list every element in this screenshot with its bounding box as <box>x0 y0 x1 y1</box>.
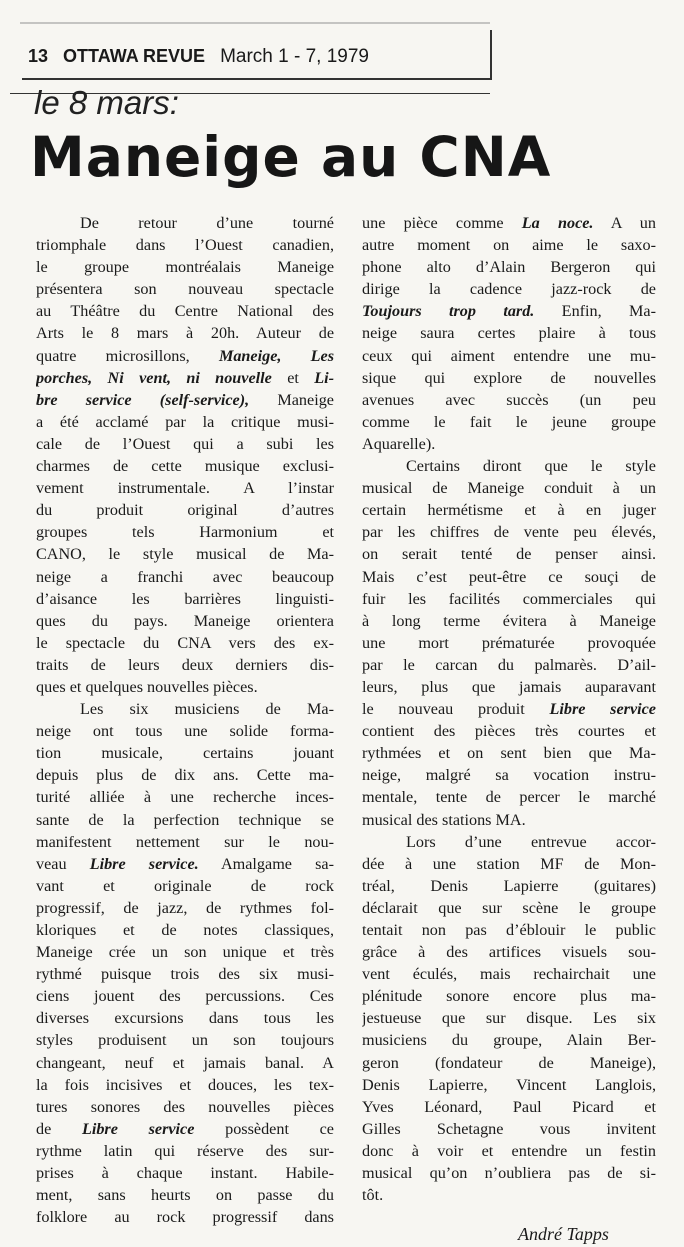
article-line <box>36 1052 334 1074</box>
text-run: et <box>271 368 315 387</box>
article-line <box>36 234 334 256</box>
text-run: CANO, le style musical de Ma- <box>36 545 334 564</box>
article-column-left <box>36 212 334 1228</box>
article-line <box>362 1140 656 1162</box>
article-line <box>362 234 656 256</box>
article-line <box>362 256 656 278</box>
text-run: Mais c’est peut-être ce souçi de <box>362 567 656 586</box>
title-emphasis: Li- <box>314 368 334 387</box>
article-line <box>36 477 334 499</box>
article-line <box>36 1118 334 1140</box>
text-run: par les chiffres de vente peu élevés, <box>362 523 656 542</box>
article-line <box>36 1184 334 1206</box>
article-line <box>362 455 656 477</box>
article-line <box>362 588 656 610</box>
text-run: progressif, de jazz, de rythmes fol- <box>36 898 334 917</box>
text-run: musiciens du groupe, Alain Ber- <box>362 1031 656 1050</box>
article-line <box>362 1096 656 1118</box>
article-line <box>362 367 656 389</box>
text-run: musical des stations MA. <box>362 810 526 829</box>
article-column-right <box>362 212 656 1206</box>
author-signature: André Tapps <box>518 1224 609 1244</box>
text-run: tentait non pas d’éblouir le public <box>362 921 656 939</box>
article-line <box>36 632 334 654</box>
article-line <box>362 278 656 300</box>
text-run: tôt. <box>362 1186 384 1205</box>
article-line <box>362 963 656 985</box>
text-run: folklore au rock progressif dans <box>36 1208 334 1227</box>
article-line <box>36 1206 334 1228</box>
article-line <box>36 809 334 831</box>
article-line <box>36 566 334 588</box>
article-line <box>36 499 334 521</box>
article-line <box>362 610 656 632</box>
text-run: neige saura certes plaire à tous <box>362 324 656 343</box>
text-run: styles produisent un son toujours <box>36 1031 334 1050</box>
text-run: groupes tels Harmonium et <box>36 523 334 542</box>
article-line <box>362 1184 656 1206</box>
article-line <box>362 809 656 831</box>
article-line <box>362 1074 656 1096</box>
article-line <box>362 411 656 433</box>
article-line <box>36 853 334 875</box>
article-line <box>36 389 334 411</box>
title-emphasis: Libre service <box>81 1119 195 1138</box>
text-run: présentera son nouveau spectacle <box>36 280 334 299</box>
text-run: De retour d’une tourné <box>80 214 334 232</box>
text-run: ceux qui aiment entendre une mu- <box>362 346 656 365</box>
article-line <box>36 963 334 985</box>
article-line <box>362 654 656 676</box>
text-run: tion musicale, certains jouant <box>36 744 334 763</box>
article-line <box>36 300 334 322</box>
article-line <box>36 212 334 234</box>
title-emphasis: Maneige, Les <box>218 346 334 365</box>
text-run: dirige la cadence jazz-rock de <box>362 280 656 299</box>
article-line <box>362 720 656 742</box>
text-run: Gilles Schetagne vous invitent <box>362 1119 656 1138</box>
article-line <box>362 941 656 963</box>
article-line <box>362 1162 656 1184</box>
text-run: vement instrumentale. A l’instar <box>36 479 334 498</box>
text-run: possèdent ce <box>194 1119 334 1138</box>
article-line <box>362 853 656 875</box>
text-run: manifestent nettement sur le nou- <box>36 832 334 851</box>
article-line <box>36 875 334 897</box>
article-line <box>362 875 656 897</box>
text-run: ment, sans heurts on passe du <box>36 1186 334 1205</box>
article-line <box>362 1007 656 1029</box>
text-run: charmes de cette musique exclusi- <box>36 457 334 476</box>
text-run: par le carcan du palmarès. D’ail- <box>362 655 656 674</box>
text-run: prises à chaque instant. Habile- <box>36 1164 334 1183</box>
text-run: veau <box>36 854 90 873</box>
text-run: le groupe montréalais Maneige <box>36 258 334 277</box>
article-line <box>362 212 656 234</box>
article-line <box>362 543 656 565</box>
text-run: vant et originale de rock <box>36 876 334 895</box>
article-line <box>362 985 656 1007</box>
text-run: du produit original d’autres <box>36 501 334 520</box>
article-line <box>36 831 334 853</box>
text-run: kloriques et de notes classiques, <box>36 921 334 939</box>
text-run: cale de l’Ouest qui a subi les <box>36 434 334 453</box>
article-line <box>36 521 334 543</box>
faded-top-strip <box>20 22 490 34</box>
article-line <box>362 897 656 919</box>
text-run: a été acclamé par la critique musi- <box>36 412 334 431</box>
text-run: grâce à des artifices visuels sou- <box>362 943 656 962</box>
article-line <box>36 1074 334 1096</box>
text-run: vent éculés, mais rechairchait une <box>362 965 656 984</box>
article-line <box>36 1007 334 1029</box>
article-line <box>36 764 334 786</box>
text-run: musical de Maneige conduit à un <box>362 479 656 498</box>
article-line <box>36 941 334 963</box>
article-line <box>36 367 334 389</box>
text-run: une mort prématurée provoquée <box>362 633 656 652</box>
article-line <box>36 588 334 610</box>
text-run: le nouveau produit <box>362 700 550 719</box>
text-run: avenues avec succès (un peu <box>362 390 656 409</box>
article-line <box>362 742 656 764</box>
article-line <box>362 389 656 411</box>
text-run: à long terme évitera à Maneige <box>362 611 656 630</box>
article-line <box>36 919 334 941</box>
article-line <box>36 278 334 300</box>
text-run: ques du pays. Maneige orientera <box>36 611 334 630</box>
text-run: diverses excursions dans tous les <box>36 1009 334 1028</box>
article-line <box>36 897 334 919</box>
text-run: déclarait que sur scène le groupe <box>362 898 656 917</box>
article-line <box>36 610 334 632</box>
article-line <box>36 1096 334 1118</box>
issue-date: March 1 - 7, 1979 <box>220 46 369 67</box>
page-number: 13 <box>28 46 49 66</box>
text-run: au Théâtre du Centre National des <box>36 302 334 321</box>
article-line <box>362 521 656 543</box>
header-rule <box>22 78 492 80</box>
article-line <box>36 654 334 676</box>
publication-name: OTTAWA REVUE <box>63 46 206 66</box>
text-run: d’aisance les barrières linguisti- <box>36 589 334 608</box>
text-run: Lors d’une entrevue accor- <box>406 832 656 851</box>
article-line <box>36 411 334 433</box>
text-run: le spectacle du CNA vers des ex- <box>36 633 334 652</box>
article-line <box>36 676 334 698</box>
article-line <box>36 1162 334 1184</box>
text-run: Certains diront que le style <box>406 457 656 476</box>
text-run: ques et quelques nouvelles pièces. <box>36 677 258 696</box>
text-run: changeant, neuf et jamais banal. A <box>36 1053 334 1072</box>
title-emphasis: Libre service. <box>89 854 199 873</box>
text-run: une pièce comme <box>362 214 522 232</box>
article-line <box>362 786 656 808</box>
article-line <box>36 742 334 764</box>
text-run: mentale, tente de percer le marché <box>362 788 656 807</box>
text-run: autre moment on aime le saxo- <box>362 236 656 255</box>
title-emphasis: La noce. <box>521 214 594 232</box>
article-line <box>362 300 656 322</box>
text-run: Maneige crée un son unique et très <box>36 943 334 962</box>
article-line <box>36 720 334 742</box>
article-line <box>362 698 656 720</box>
text-run: neige a franchi avec beaucoup <box>36 567 334 586</box>
text-run: la fois incisives et douces, les tex- <box>36 1075 334 1094</box>
article-line <box>362 1118 656 1140</box>
text-run: leurs, plus que jamais auparavant <box>362 677 656 696</box>
text-run: comme le fait le jeune groupe <box>362 412 656 431</box>
text-run: donc à voir et entendre un festin <box>362 1141 656 1160</box>
text-run: Les six musiciens de Ma- <box>80 700 334 719</box>
text-run: Arts le 8 mars à 20h. Auteur de <box>36 324 334 343</box>
article-line <box>36 322 334 344</box>
text-run: rythmé puisque trois des six musi- <box>36 965 334 984</box>
text-run: neige ont tous une solide forma- <box>36 722 334 741</box>
text-run: turité alliée à une recherche inces- <box>36 788 334 807</box>
article-line <box>362 433 656 455</box>
text-run: Enfin, Ma- <box>534 302 656 321</box>
article-line <box>362 477 656 499</box>
text-run: sante de la perfection technique se <box>36 810 334 829</box>
article-line <box>36 1029 334 1051</box>
article-line <box>36 543 334 565</box>
article-line <box>36 433 334 455</box>
text-run: traits de leurs deux derniers dis- <box>36 655 334 674</box>
article-line <box>36 345 334 367</box>
text-run: certain hermétisme et à en juger <box>362 501 656 520</box>
article-line <box>362 1029 656 1051</box>
article-line <box>362 764 656 786</box>
text-run: sique qui explore de nouvelles <box>362 368 656 387</box>
title-emphasis: porches, Ni vent, ni nouvelle <box>36 368 272 387</box>
article-line <box>36 786 334 808</box>
article-line <box>362 345 656 367</box>
article-line <box>362 499 656 521</box>
text-run: on serait tenté de penser ainsi. <box>362 545 656 564</box>
text-run: de <box>36 1119 82 1138</box>
title-emphasis: bre service (self-service), <box>36 390 250 409</box>
text-run: ciens jouent des percussions. Ces <box>36 987 334 1006</box>
text-run: musical qu’on n’oubliera pas de si- <box>362 1164 656 1183</box>
text-run: rythme latin qui réserve des sur- <box>36 1141 334 1160</box>
kicker: le 8 mars: <box>34 84 179 121</box>
text-run: depuis plus de dix ans. Cette ma- <box>36 766 334 785</box>
text-run: phone alto d’Alain Bergeron qui <box>362 258 656 277</box>
headline: Maneige au CNA <box>30 125 552 189</box>
article-line <box>362 322 656 344</box>
page-header <box>28 46 379 74</box>
article-line <box>36 256 334 278</box>
article-line <box>362 919 656 941</box>
title-emphasis: Toujours trop tard. <box>362 302 535 321</box>
text-run: triomphale dans l’Ouest canadien, <box>36 236 334 255</box>
article-line <box>362 632 656 654</box>
article-line <box>362 676 656 698</box>
article-line <box>36 1140 334 1162</box>
text-run: Amalgame sa- <box>198 854 334 873</box>
text-run: plénitude sonore encore plus ma- <box>362 987 656 1006</box>
text-run: contient des pièces très courtes et <box>362 722 656 741</box>
article-line <box>362 566 656 588</box>
article-line <box>36 698 334 720</box>
header-vertical-rule <box>490 30 492 78</box>
article-line <box>36 455 334 477</box>
text-run: A un <box>593 214 656 232</box>
text-run: fuir les facilités commerciales qui <box>362 589 656 608</box>
text-run: dée à une station MF de Mon- <box>362 854 656 873</box>
article-line <box>362 1052 656 1074</box>
text-run: Aquarelle). <box>362 434 436 453</box>
article-line <box>36 985 334 1007</box>
title-emphasis: Libre service <box>549 700 656 719</box>
text-run: quatre microsillons, <box>36 346 219 365</box>
text-run: tures sonores des nouvelles pièces <box>36 1097 334 1116</box>
article-line <box>362 831 656 853</box>
text-run: geron (fondateur de Maneige), <box>362 1053 656 1072</box>
text-run: jestueuse que sur disque. Les six <box>362 1009 656 1028</box>
text-run: Denis Lapierre, Vincent Langlois, <box>362 1075 656 1094</box>
text-run: rythmées et on sent bien que Ma- <box>362 744 656 763</box>
text-run: neige, malgré sa vocation instru- <box>362 766 656 785</box>
text-run: Yves Léonard, Paul Picard et <box>362 1097 656 1116</box>
text-run: tréal, Denis Lapierre (guitares) <box>362 876 656 895</box>
text-run: Maneige <box>249 390 334 409</box>
